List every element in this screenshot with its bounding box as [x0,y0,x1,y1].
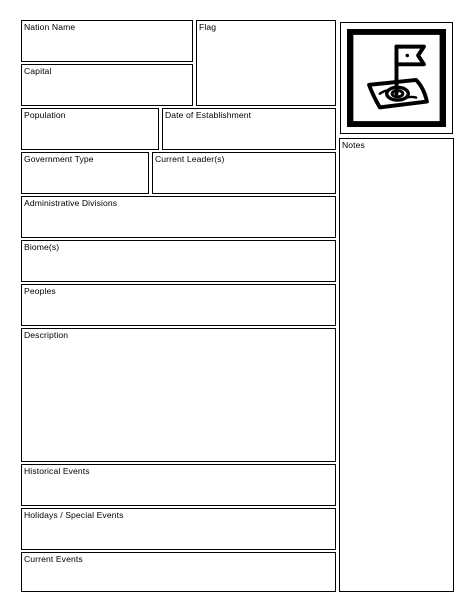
nation-name-label: Nation Name [24,22,76,32]
peoples-label: Peoples [24,286,56,296]
biomes-field[interactable] [21,240,336,282]
current-events-field[interactable] [21,552,336,592]
population-label: Population [24,110,66,120]
government-type-field[interactable] [21,152,149,194]
description-field[interactable] [21,328,336,462]
capital-field[interactable] [21,64,193,106]
notes-field[interactable] [339,138,454,592]
flag-on-map-icon [347,29,446,127]
peoples-field[interactable] [21,284,336,326]
current-leaders-field[interactable] [152,152,336,194]
nation-name-field[interactable] [21,20,193,62]
flag-badge [340,22,453,134]
holidays-special-events-field[interactable] [21,508,336,550]
historical-events-label: Historical Events [24,466,90,476]
holidays-special-events-label: Holidays / Special Events [24,510,124,520]
flag-label: Flag [199,22,217,32]
population-field[interactable] [21,108,159,150]
date-of-establishment-label: Date of Establishment [165,110,252,120]
notes-label: Notes [342,140,365,150]
capital-label: Capital [24,66,52,76]
current-events-label: Current Events [24,554,83,564]
flag-field[interactable] [196,20,336,106]
administrative-divisions-label: Administrative Divisions [24,198,118,208]
flag-badge-background [347,29,446,127]
biomes-label: Biome(s) [24,242,60,252]
description-label: Description [24,330,69,340]
administrative-divisions-field[interactable] [21,196,336,238]
current-leaders-label: Current Leader(s) [155,154,225,164]
date-of-establishment-field[interactable] [162,108,336,150]
historical-events-field[interactable] [21,464,336,506]
government-type-label: Government Type [24,154,94,164]
